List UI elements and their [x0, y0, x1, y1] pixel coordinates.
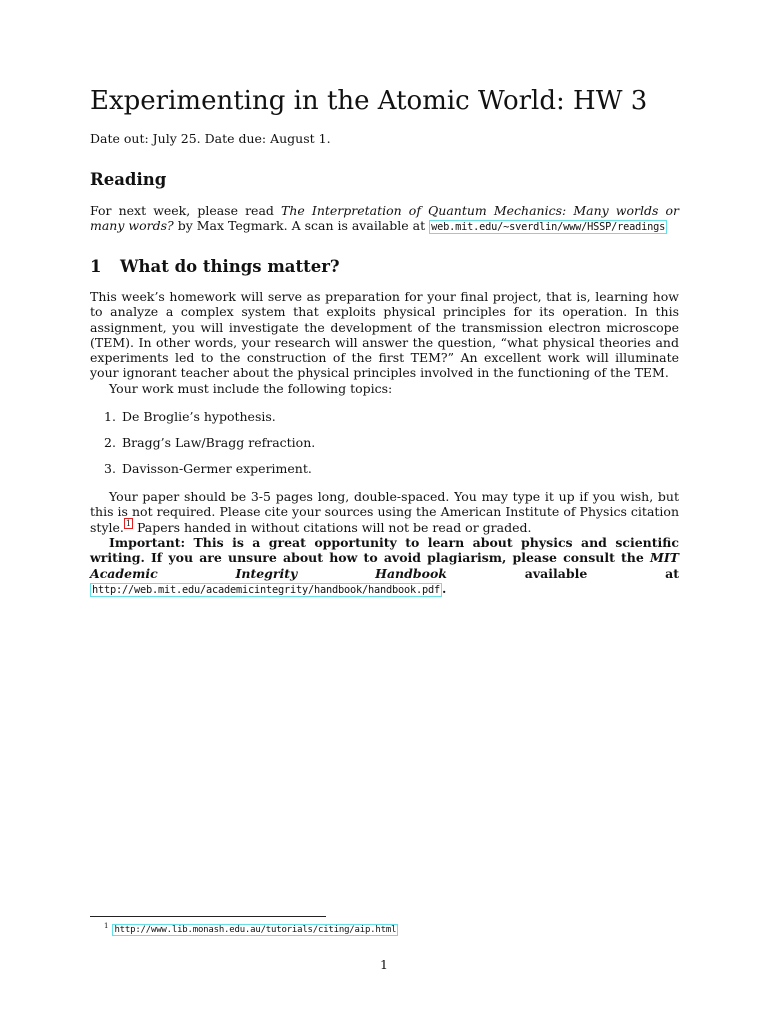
important-label: Important:: [109, 535, 186, 550]
important-text: This is a great opportunity to learn about physics and scientific writing. If you are unsure about how to avoid plagiarism, please consult the: [90, 535, 679, 566]
footnote: [104, 920, 398, 936]
footnote-rule: [90, 916, 326, 917]
topics-intro: Your work must include the following topics:: [109, 381, 393, 396]
readings-link[interactable]: web.mit.edu/~sverdlin/www/HSSP/readings: [431, 221, 666, 234]
section-title: What do things matter?: [120, 257, 340, 276]
section-number: 1: [90, 257, 102, 276]
reading-text-after: by Max Tegmark. A scan is available at: [173, 218, 430, 234]
paper-text-before: Your paper should be 3-5 pages long, double-spaced. You may type it up if you wish, but this is not required. Please cite your sources using the American Institute of Physics citation style.: [90, 489, 679, 535]
paper-text-after: Papers handed in without citations will not be read or graded.: [132, 519, 532, 535]
list-item: [104, 409, 315, 435]
handbook-title: MIT Academic Integrity Handbook: [90, 550, 679, 581]
important-paragraph: [90, 535, 679, 598]
reading-book-title: The Interpretation of Quantum Mechanics: Many worlds or many words?: [90, 203, 679, 234]
topics-list: [104, 409, 315, 487]
available-at-text: available at: [446, 565, 679, 581]
list-item: [104, 435, 315, 461]
list-item-number: 3.: [104, 461, 116, 476]
list-item-number: 1.: [104, 409, 116, 424]
document-title: Experimenting in the Atomic World: HW 3: [90, 86, 648, 116]
paper-instructions: [90, 489, 679, 535]
list-item: [104, 461, 315, 487]
handbook-link[interactable]: http://web.mit.edu/academicintegrity/handbook/handbook.pdf: [92, 583, 440, 596]
list-item-number: 2.: [104, 435, 116, 450]
section-1-heading: [90, 256, 340, 278]
list-item-text: De Broglie’s hypothesis.: [122, 409, 276, 424]
list-item-text: Davisson-Germer experiment.: [122, 461, 312, 476]
footnote-ref-link[interactable]: 1: [125, 519, 131, 529]
footnote-mark: 1: [104, 922, 109, 930]
reading-text-before: For next week, please read: [90, 203, 281, 218]
intro-paragraph: This week’s homework will serve as preparation for your final project, that is, learning how to analyze a complex system that exploits physical principles for its operation. In this assignment, you will investigate the development of the transmission electron microscope (TEM). In other words, your research will answer the question, “what physical theories and experiments led to the construction of the first TEM?” An excellent work will illuminate your ignorant teacher about the physical principles involved in the functioning of the TEM.: [90, 289, 679, 381]
date-line: Date out: July 25. Date due: August 1.: [90, 131, 331, 146]
reading-heading: Reading: [90, 170, 167, 189]
reading-paragraph: [90, 203, 679, 236]
list-item-text: Bragg’s Law/Bragg refraction.: [122, 435, 316, 450]
footnote-link[interactable]: http://www.lib.monash.edu.au/tutorials/citing/aip.html: [114, 925, 397, 936]
page-number: 1: [380, 957, 388, 972]
end-period: .: [441, 580, 447, 596]
